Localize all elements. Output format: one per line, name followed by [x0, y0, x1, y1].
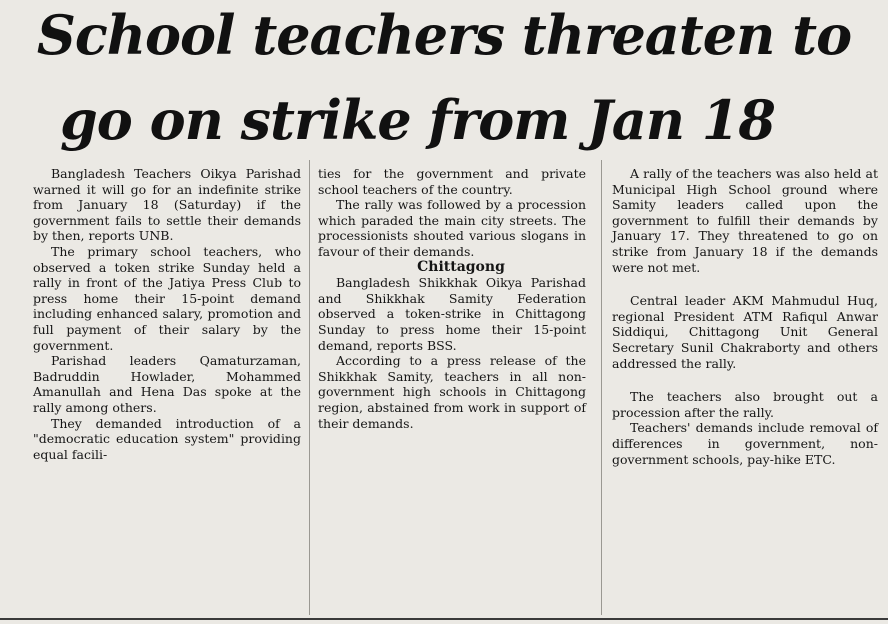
paragraph: The teachers also brought out a procession after the rally.: [612, 389, 878, 420]
paragraph: Teachers' demands include removal of differences in government, non-government schools, pay-hike ETC.: [612, 420, 878, 467]
paragraph: The primary school teachers, who observed a token strike Sunday held a rally in front of the Jatiya Press Club to press home their 15-point demand including enhanced salary, promotion and full payment of their salary by the government.: [33, 243, 301, 353]
paragraph: Central leader AKM Mahmudul Huq, regional President ATM Rafiqul Anwar Siddiqui, Chittagong Unit General Secretary Sunil Chakraborty and others addressed the rally.: [612, 293, 878, 371]
paragraph: Parishad leaders Qamaturzaman, Badruddin Howlader, Mohammed Amanullah and Hena Das spoke at the rally among others.: [33, 353, 301, 415]
article-column-1: [33, 166, 301, 462]
article-column-2: [318, 166, 586, 431]
column-divider: [601, 160, 602, 615]
paragraph: According to a press release of the Shikkhak Samity, teachers in all non-government high schools in Chittagong region, abstained from work in support of their demands.: [318, 353, 586, 431]
paragraph: A rally of the teachers was also held at Municipal High School ground where Samity leaders called upon the government to fulfill their demands by January 17. They threatened to go on strike from January 18 if the demands were not met.: [612, 166, 878, 275]
paragraph: They demanded introduction of a "democratic education system" providing equal facili-: [33, 415, 301, 462]
paragraph: The rally was followed by a procession which paraded the main city streets. The processionists shouted various slogans in favour of their demands.: [318, 197, 586, 259]
bottom-rule: [0, 618, 888, 620]
paragraph: Bangladesh Shikkhak Oikya Parishad and Shikkhak Samity Federation observed a token-strike in Chittagong Sunday to press home their 15-point demand, reports BSS.: [318, 275, 586, 353]
spacer: [612, 275, 878, 293]
paragraph: Bangladesh Teachers Oikya Parishad warned it will go for an indefinite strike from January 18 (Saturday) if the government fails to settle their demands by then, reports UNB.: [33, 166, 301, 244]
paragraph: ties for the government and private school teachers of the country.: [318, 166, 586, 197]
spacer: [612, 371, 878, 389]
column-divider: [309, 160, 310, 615]
headline-line-2: go on strike from Jan 18: [60, 88, 775, 152]
section-subhead: Chittagong: [417, 258, 505, 275]
article-column-3: [612, 166, 878, 467]
headline-line-1: School teachers threaten to: [36, 3, 852, 67]
